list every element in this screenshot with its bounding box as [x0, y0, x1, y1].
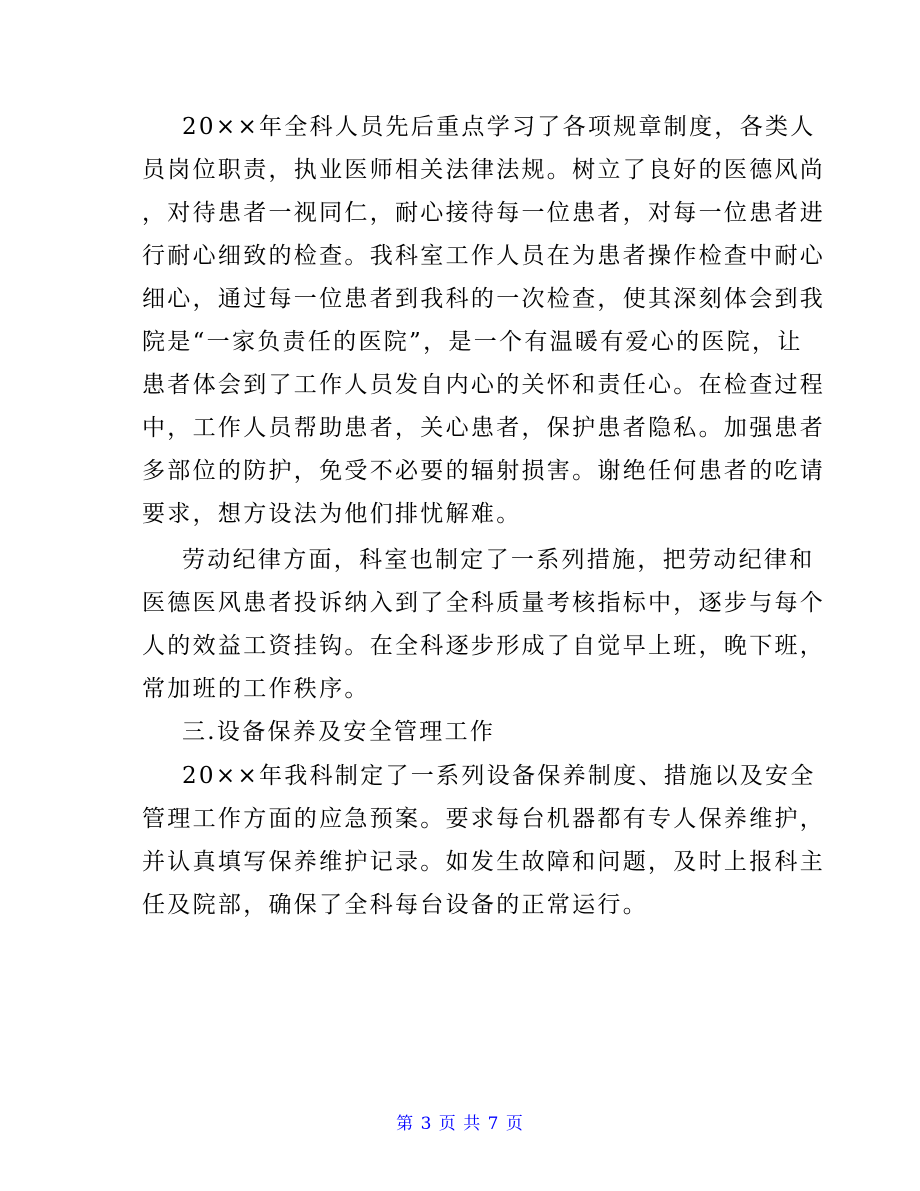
paragraph-1-line-7: 患者体会到了工作人员发自内心的关怀和责任心。在检查过程	[142, 372, 826, 398]
paragraph-1-line-6: 院是“一家负责任的医院”，是一个有温暖有爱心的医院，让	[142, 329, 803, 355]
page-number-footer: 第 3 页 共 7 页	[396, 1114, 524, 1134]
paragraph-2-line-1: 劳动纪律方面，科室也制定了一系列措施，把劳动纪律和	[182, 547, 815, 573]
paragraph-1-line-3: ，对待患者一视同仁，耐心接待每一位患者，对每一位患者进	[142, 200, 826, 226]
paragraph-2-line-4: 常加班的工作秩序。	[142, 676, 370, 702]
section-heading-3: 三.设备保养及安全管理工作	[182, 719, 496, 745]
paragraph-1-line-9: 多部位的防护，免受不必要的辐射损害。谢绝任何患者的吃请	[142, 458, 826, 484]
paragraph-1-line-5: 细心，通过每一位患者到我科的一次检查，使其深刻体会到我	[142, 286, 826, 312]
paragraph-2-line-3: 人的效益工资挂钩。在全科逐步形成了自觉早上班，晚下班，	[142, 633, 826, 659]
paragraph-3-line-2: 管理工作方面的应急预案。要求每台机器都有专人保养维护，	[142, 806, 826, 832]
paragraph-3-line-1: 20××年我科制定了一系列设备保养制度、措施以及安全	[182, 763, 816, 789]
paragraph-2-line-2: 医德医风患者投诉纳入到了全科质量考核指标中，逐步与每个	[142, 590, 826, 616]
paragraph-3-line-4: 任及院部，确保了全科每台设备的正常运行。	[142, 892, 648, 918]
paragraph-1-line-4: 行耐心细致的检查。我科室工作人员在为患者操作检查中耐心	[142, 243, 826, 269]
paragraph-1-line-8: 中，工作人员帮助患者，关心患者，保护患者隐私。加强患者	[142, 415, 826, 441]
paragraph-1-line-1: 20××年全科人员先后重点学习了各项规章制度，各类人	[182, 114, 816, 140]
paragraph-3-line-3: 并认真填写保养维护记录。如发生故障和问题，及时上报科主	[142, 849, 826, 875]
paragraph-1-line-2: 员岗位职责，执业医师相关法律法规。树立了良好的医德风尚	[142, 157, 826, 183]
paragraph-1-line-10: 要求，想方设法为他们排忧解难。	[142, 501, 522, 527]
